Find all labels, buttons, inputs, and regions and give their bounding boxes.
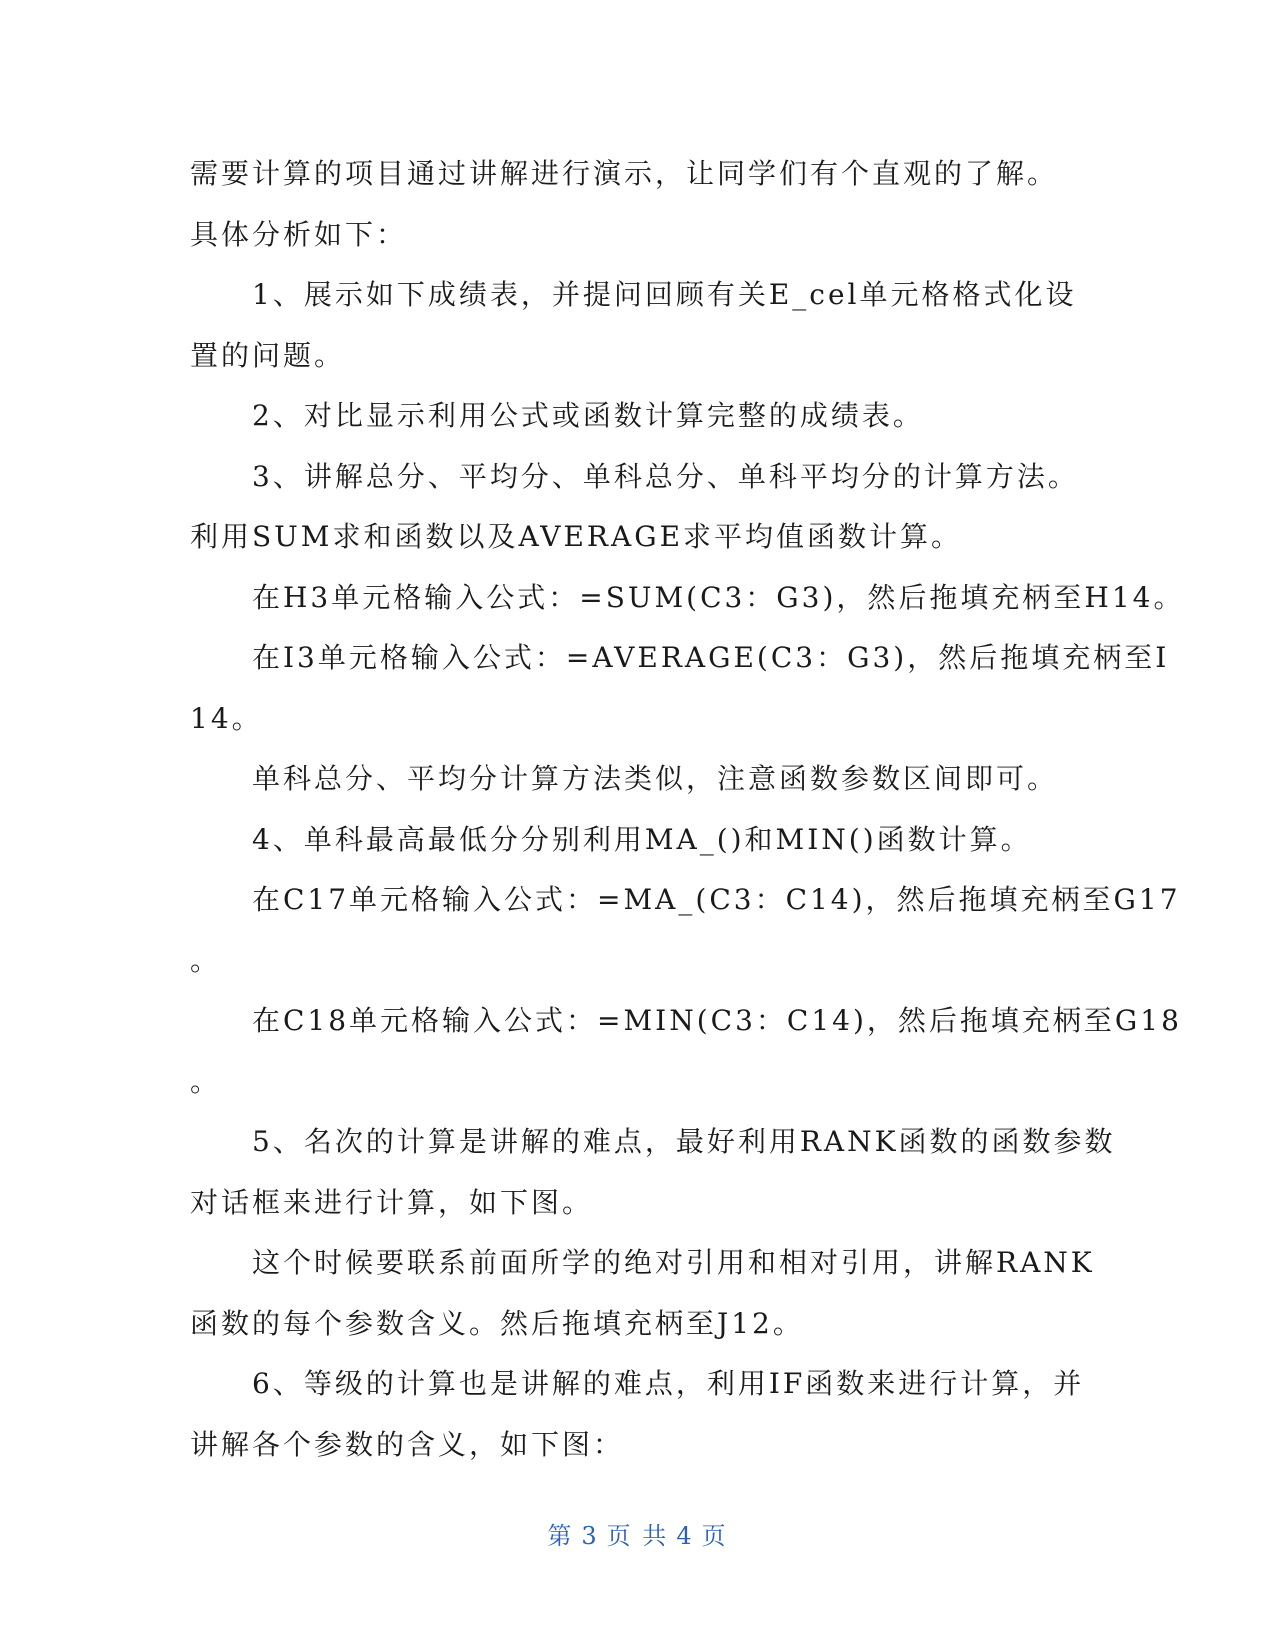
page-footer: [0, 1516, 1275, 1551]
paragraph-line: 1、展示如下成绩表，并提问回顾有关E_cel单元格格式化设: [252, 278, 1077, 311]
document-body: [190, 144, 1185, 1475]
paragraph-line: 具体分析如下：: [190, 217, 408, 251]
paragraph-line: 在H3单元格输入公式：=SUM(C3：G3)，然后拖填充柄至H14。: [252, 580, 1185, 614]
footer-page-number: 3: [581, 1522, 599, 1550]
paragraph-line: 单科总分、平均分计算方法类似，注意函数参数区间即可。: [252, 762, 1059, 795]
paragraph-line: 函数的每个参数含义。然后拖填充柄至J12。: [190, 1306, 804, 1340]
paragraph-line: 。: [190, 1064, 222, 1098]
paragraph-line: 在I3单元格输入公式：=AVERAGE(C3：G3)，然后拖填充柄至I: [252, 641, 1170, 674]
paragraph-line: 3、讲解总分、平均分、单科总分、单科平均分的计算方法。: [252, 459, 1079, 493]
paragraph-line: 4、单科最高最低分分别利用MA_()和MIN()函数计算。: [252, 822, 1032, 856]
paragraph-line: 利用SUM求和函数以及AVERAGE求平均值函数计算。: [190, 520, 963, 553]
paragraph-line: 2、对比显示利用公式或函数计算完整的成绩表。: [252, 399, 924, 432]
paragraph-line: 5、名次的计算是讲解的难点，最好利用RANK函数的函数参数: [252, 1125, 1116, 1158]
footer-middle: 页 共: [606, 1522, 669, 1550]
paragraph-line: 这个时候要联系前面所学的绝对引用和相对引用，讲解RANK: [252, 1246, 1095, 1279]
footer-prefix: 第: [547, 1522, 574, 1550]
paragraph-line: 置的问题。: [190, 338, 346, 372]
paragraph-line: 。: [190, 943, 222, 977]
footer-total-pages: 4: [676, 1522, 694, 1550]
paragraph-line: 需要计算的项目通过讲解进行演示，让同学们有个直观的了解。: [190, 157, 1059, 190]
paragraph-line: 对话框来进行计算，如下图。: [190, 1185, 594, 1219]
footer-suffix: 页: [701, 1522, 728, 1550]
paragraph-line: 在C18单元格输入公式：=MIN(C3：C14)，然后拖填充柄至G18: [252, 1004, 1182, 1037]
paragraph-line: 14。: [190, 701, 263, 735]
paragraph-line: 讲解各个参数的含义，如下图：: [190, 1427, 625, 1461]
paragraph-line: 在C17单元格输入公式：=MA_(C3：C14)，然后拖填充柄至G17: [252, 883, 1181, 916]
paragraph-line: 6、等级的计算也是讲解的难点，利用IF函数来进行计算，并: [252, 1367, 1085, 1400]
